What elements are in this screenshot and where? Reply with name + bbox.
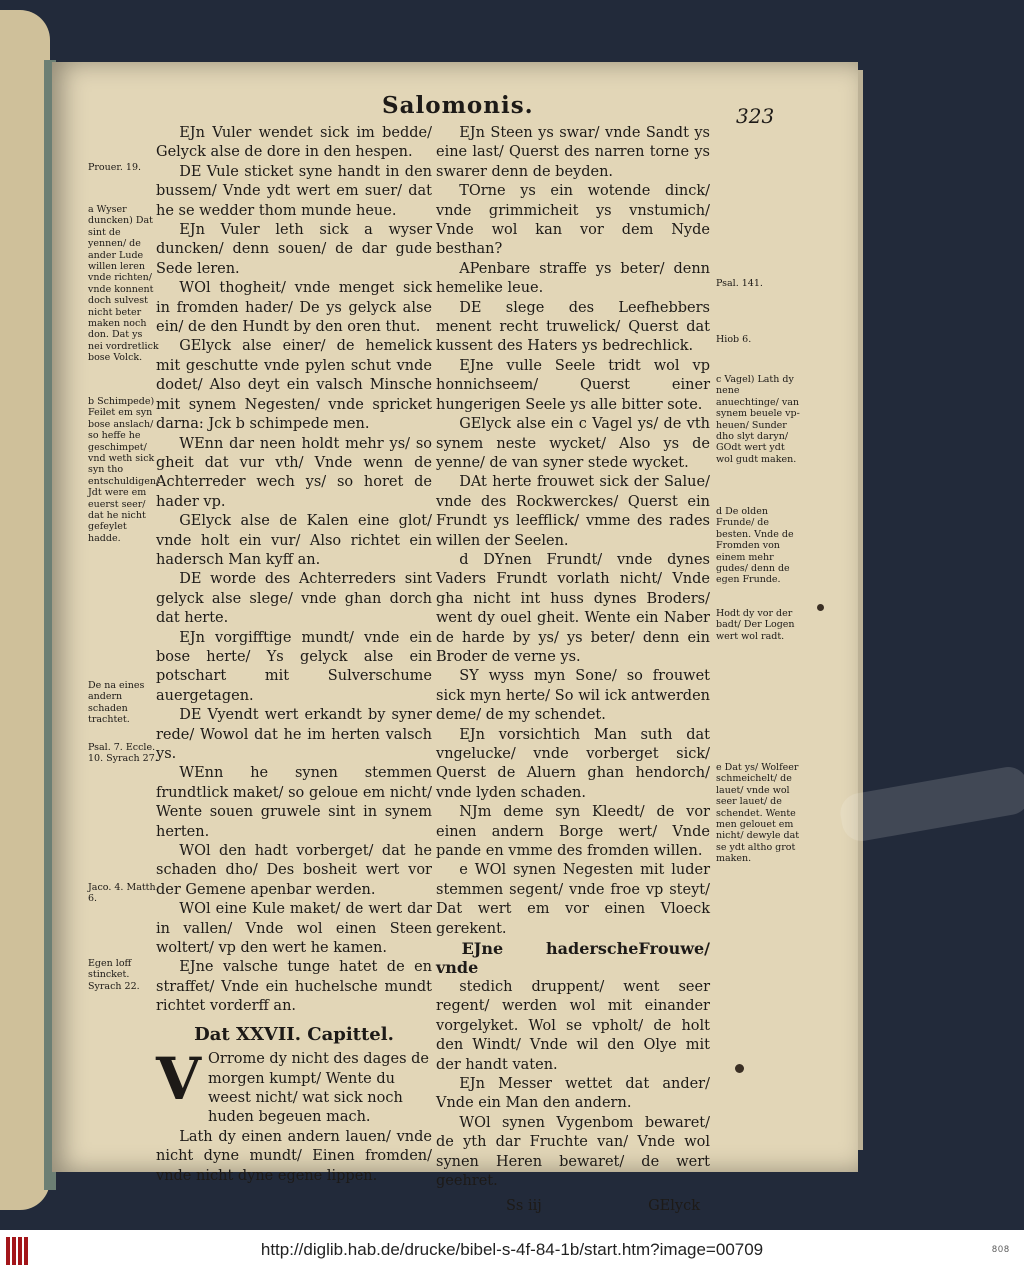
marginal-note: De na eines andern schaden trachtet. (88, 680, 145, 726)
verse: DE Vule sticket syne handt in den bussem/ Vnde ydt wert em suer/ dat he se wedder thom munde heue. (156, 163, 432, 219)
verse: TOrne ys ein wotende dinck/ vnde grimmicheit ys vnstumich/ Vnde wol kan vor dem Nyde besthan? (436, 183, 710, 258)
verse: Lath dy einen andern lauen/ vnde nicht dyne mundt/ Einen fromden/ vnde nicht dyne egene lippen. (156, 1128, 432, 1184)
binding-hole (817, 604, 824, 611)
verse: EJne valsche tunge hatet de en straffet/ Vnde ein huchelsche mundt richtet vorderff an. (156, 959, 432, 1015)
marginal-note: Jaco. 4. Matth. 6. (88, 882, 159, 905)
binding-hole (735, 1064, 744, 1073)
verse: SY wyss myn Sone/ so frouwet sick myn herte/ So wil ick antwerden deme/ de my schendet. (436, 668, 710, 724)
marginal-note: Psal. 7. Eccle. 10. Syrach 27. (88, 742, 158, 765)
source-url[interactable]: http://diglib.hab.de/drucke/bibel-s-4f-84-1b/start.htm?image=00709 (260, 1240, 764, 1259)
signature-mark: Ss iij (506, 1198, 542, 1215)
page-number: 323 (736, 104, 775, 128)
viewer-footer (0, 1230, 1024, 1272)
left-text-column (156, 124, 432, 1186)
marginal-note: Hodt dy vor der badt/ Der Logen wert wol radt. (716, 608, 795, 642)
marginal-note: b Schimpede) Feilet em syn bose anslach/ so heffe he geschimpet/ vnd weth sick syn tho entschuldigen/ Jdt were em euerst seer/ dat he nicht gefeylet hadde. (88, 396, 160, 544)
verse: WEnn he synen stemmen frundtlick maket/ so geloue em nicht/ Wente souen gruwele sint in synem herten. (156, 765, 432, 840)
light-glare (837, 764, 1024, 844)
verse: WOl den hadt vorberget/ dat he schaden dho/ Des bosheit wert vor der Gemene apenbar werden. (156, 843, 432, 898)
book-page (52, 62, 858, 1215)
image-code: 808 (991, 1244, 1010, 1254)
marginal-note: c Vagel) Lath dy nene anuechtinge/ van synem beuele vp-heuen/ Sunder dho slyt daryn/ GOdt wert ydt wol gudt maken. (716, 374, 800, 465)
verse: EJn Vuler leth sick a wyser duncken/ denn souen/ de dar gude Sede leren. (156, 222, 432, 277)
verse: DE Vyendt wert erkandt by syner rede/ Wowol dat he im herten valsch ys. (156, 707, 432, 762)
verse: EJn vorsichtich Man suth dat vngelucke/ vnde vorberget sick/ Querst de Aluern ghan hendorch/ vnde lyden schaden. (436, 726, 710, 801)
verse: WOl synen Vygenbom bewaret/ de yth dar Fruchte van/ Vnde wol synen Heren bewaret/ de wert geehret. (436, 1114, 710, 1189)
marginal-note: d De olden Frunde/ de besten. Vnde de Fromden von einem mehr gudes/ denn de egen Frunde. (716, 506, 794, 586)
verse: GElyck alse de Kalen eine glot/ vnde holt ein vur/ Also richtet ein hadersch Man kyff an. (156, 513, 432, 568)
page-footer-line (436, 1191, 710, 1216)
verse: WEnn dar neen holdt mehr ys/ so gheit dat vur vth/ Vnde wenn de Achterreder wech ys/ so horet de hader vp. (156, 435, 432, 510)
verse: GElyck alse ein c Vagel ys/ de vth synem neste wycket/ Also ys de yenne/ de van syner stede wycket. (436, 416, 710, 471)
decorated-initial: V (156, 1045, 202, 1114)
verse: stedich druppent/ went seer regent/ werden wol mit einander vorgelyket. Wol se vpholt/ de holt den Windt/ Vnde wil den Olye mit der handt vaten. (436, 978, 710, 1073)
verse: DAt herte frouwet sick der Salue/ vnde des Rockwerckes/ Querst ein Frundt ys leefflick/ vmme des rades willen der Seelen. (436, 474, 710, 549)
verse: EJn vorgifftige mundt/ vnde ein bose herte/ Ys gelyck alse ein potschart mit Sulverschume auergetagen. (156, 629, 432, 704)
left-page-edge (0, 10, 50, 1210)
chapter-heading: Dat XXVII. Capittel. (194, 1023, 394, 1045)
verse: EJn Vuler wendet sick im bedde/ Gelyck alse de dore in den hespen. (156, 125, 432, 161)
marginal-note: Egen loff stincket. Syrach 22. (88, 958, 140, 992)
verse: Orrome dy nicht des dages de morgen kumpt/ Wente du weest nicht/ wat sick noch huden begeuen mach. (208, 1051, 429, 1126)
marginal-note: a Wyser duncken) Dat sint de yennen/ de ander Lude willen leren vnde richten/ vnde konnent doch sulvest nicht beter maken noch don. Dat ys nei vordretlick bose Volck. (88, 204, 159, 364)
marginal-note: e Dat ys/ Wolfeer schmeichelt/ de lauet/ vnde wol seer lauet/ de schendet. Wente men gelouet em nicht/ dewyle dat se ydt altho grot maken. (716, 762, 800, 865)
verse-heading: EJne haderscheFrouwe/ vnde (436, 939, 710, 978)
running-head: Salomonis. (382, 92, 534, 119)
verse: EJn Steen ys swar/ vnde Sandt ys eine last/ Querst des narren torne ys swarer denn de beyden. (436, 125, 710, 180)
verse: APenbare straffe ys beter/ denn hemelike leue. (436, 260, 710, 297)
catchword: GElyck (648, 1198, 700, 1215)
verse: DE worde des Achterreders sint gelyck alse slege/ vnde ghan dorch dat herte. (156, 571, 432, 627)
verse: DE slege des Leefhebbers menent recht truwelick/ Querst dat kussent des Haters ys bedrechlick. (436, 299, 710, 355)
verse: EJn Messer wettet dat ander/ Vnde ein Man den andern. (436, 1075, 710, 1112)
verse: WOl eine Kule maket/ de wert dar in vallen/ Vnde wol einen Steen woltert/ vp den wert he kamen. (156, 901, 432, 957)
verse: EJne vulle Seele tridt wol vp honnichseem/ Querst einer hungerigen Seele ys alle bitter sote. (436, 357, 710, 413)
verse: d DYnen Frundt/ vnde dynes Vaders Frundt vorlath nicht/ Vnde gha nicht int huss dynes Broders/ went dy ouel gheit. Wente ein Naber de harde by ys/ ys beter/ denn ein Broder de verne ys. (436, 551, 710, 665)
verse: NJm deme syn Kleedt/ de vor einen andern Borge wert/ Vnde pande en vmme des fromden willen. (436, 804, 710, 860)
right-text-column (436, 124, 710, 1217)
marginal-note: Psal. 141. (716, 278, 763, 289)
verse: GElyck alse einer/ de hemelick mit geschutte vnde pylen schut vnde dodet/ Also deyt ein valsch Minsche mit synem Negesten/ vnde spricket darna: Jck b schimpede men. (156, 338, 432, 433)
verse: WOl thogheit/ vnde menget sick in fromden hader/ De ys gelyck alse ein/ de den Hundt by den oren thut. (156, 280, 432, 336)
verse: e WOl synen Negesten mit luder stemmen segent/ vnde froe vp steyt/ Dat wert em vor einen Vloeck gerekent. (436, 862, 710, 937)
marginal-note: Hiob 6. (716, 334, 752, 345)
marginal-note: Prouer. 19. (88, 162, 142, 173)
chapter-opening (156, 1045, 432, 1128)
